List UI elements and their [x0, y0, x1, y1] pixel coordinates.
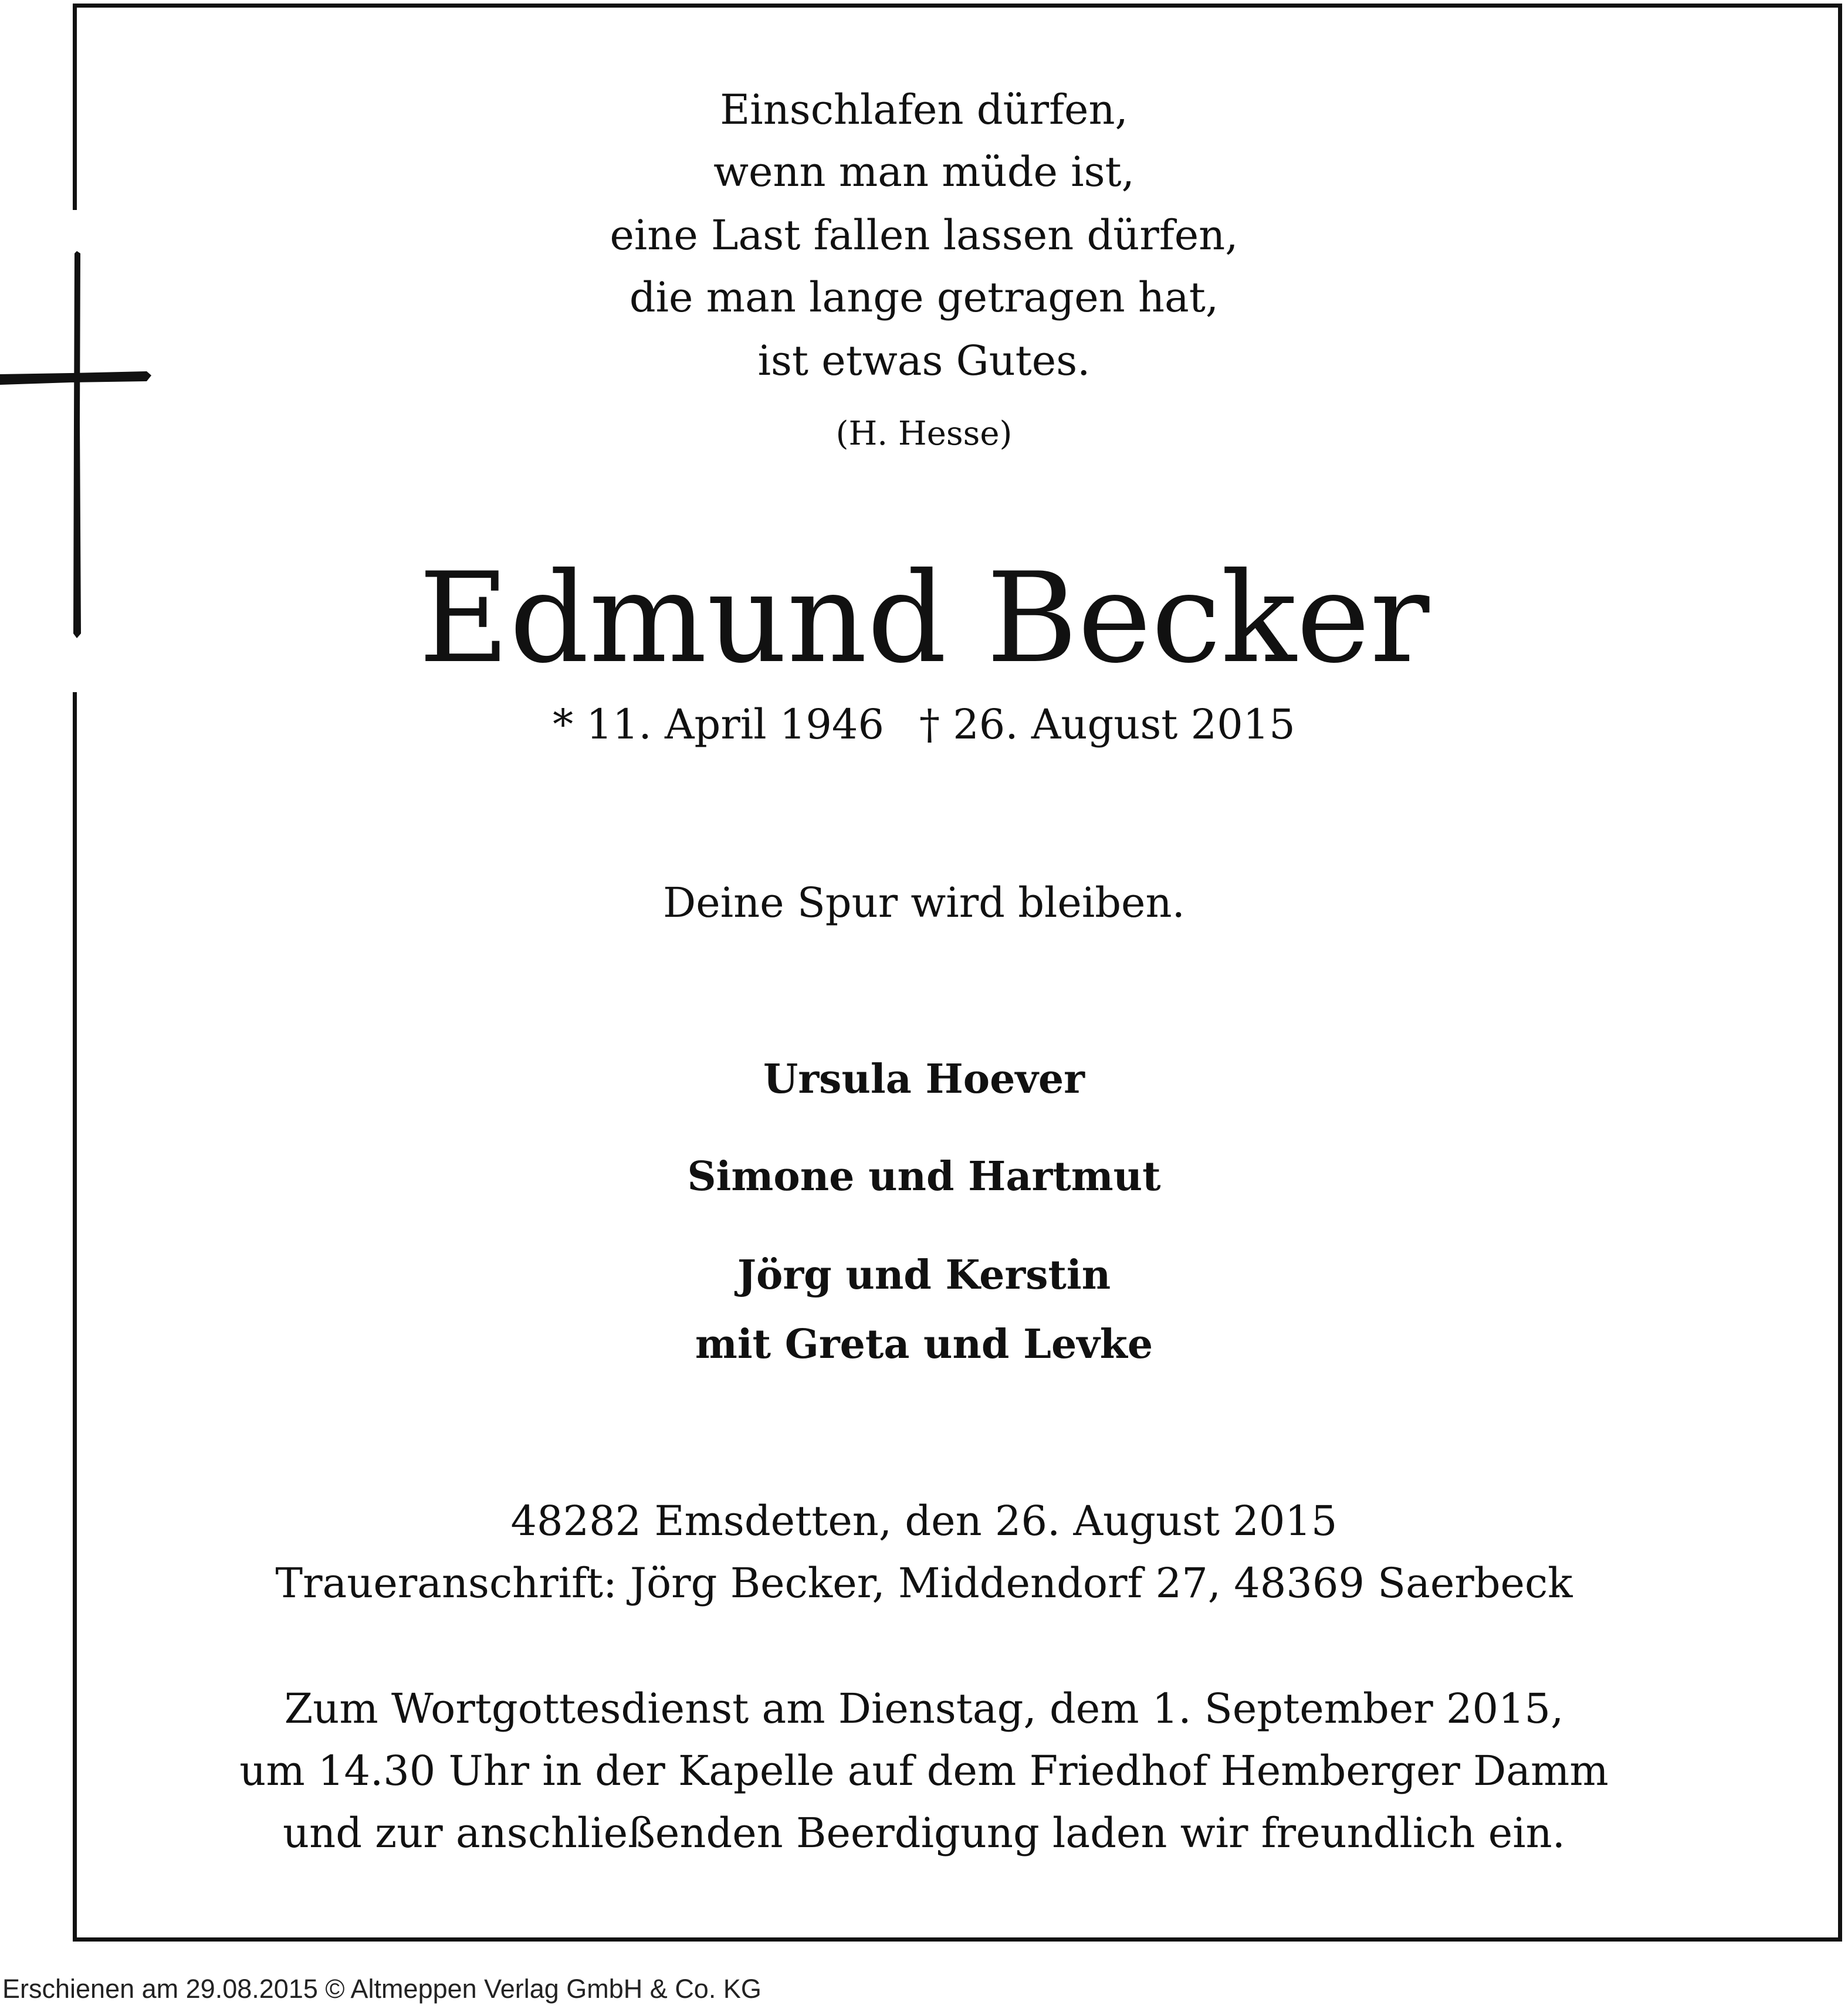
deceased-name: Edmund Becker: [418, 546, 1430, 690]
poem-line: die man lange getragen hat,: [629, 273, 1219, 321]
mourner-line: Simone und Hartmut: [687, 1153, 1161, 1200]
publication-footer: Erschienen am 29.08.2015 © Altmeppen Verlag GmbH & Co. KG: [2, 1974, 761, 2004]
border-top: [73, 4, 1842, 8]
poem-line: Einschlafen dürfen,: [720, 86, 1128, 134]
service-line: und zur anschließenden Beerdigung laden wir freundlich ein.: [283, 1809, 1565, 1857]
birth-date: * 11. April 1946: [553, 700, 884, 748]
mourner-line: Ursula Hoever: [763, 1056, 1085, 1103]
poem-author: (H. Hesse): [835, 415, 1013, 453]
poem-line: wenn man müde ist,: [713, 148, 1135, 196]
mourner-line: Jörg und Kerstin: [737, 1252, 1111, 1299]
mourning-address: Traueranschrift: Jörg Becker, Middendorf 27, 48369 Saerbeck: [275, 1559, 1573, 1607]
life-dates: [0, 700, 1848, 748]
motto: Deine Spur wird bleiben.: [663, 879, 1185, 927]
border-bottom: [73, 1937, 1842, 1942]
service-line: um 14.30 Uhr in der Kapelle auf dem Friedhof Hemberger Damm: [239, 1747, 1609, 1795]
service-line: Zum Wortgottesdienst am Dienstag, dem 1. September 2015,: [284, 1685, 1564, 1733]
place-date: 48282 Emsdetten, den 26. August 2015: [510, 1497, 1338, 1545]
mourner-line: mit Greta und Levke: [695, 1321, 1153, 1368]
poem-line: eine Last fallen lassen dürfen,: [610, 211, 1238, 259]
poem-line: ist etwas Gutes.: [757, 337, 1091, 385]
death-date: † 26. August 2015: [919, 700, 1295, 748]
